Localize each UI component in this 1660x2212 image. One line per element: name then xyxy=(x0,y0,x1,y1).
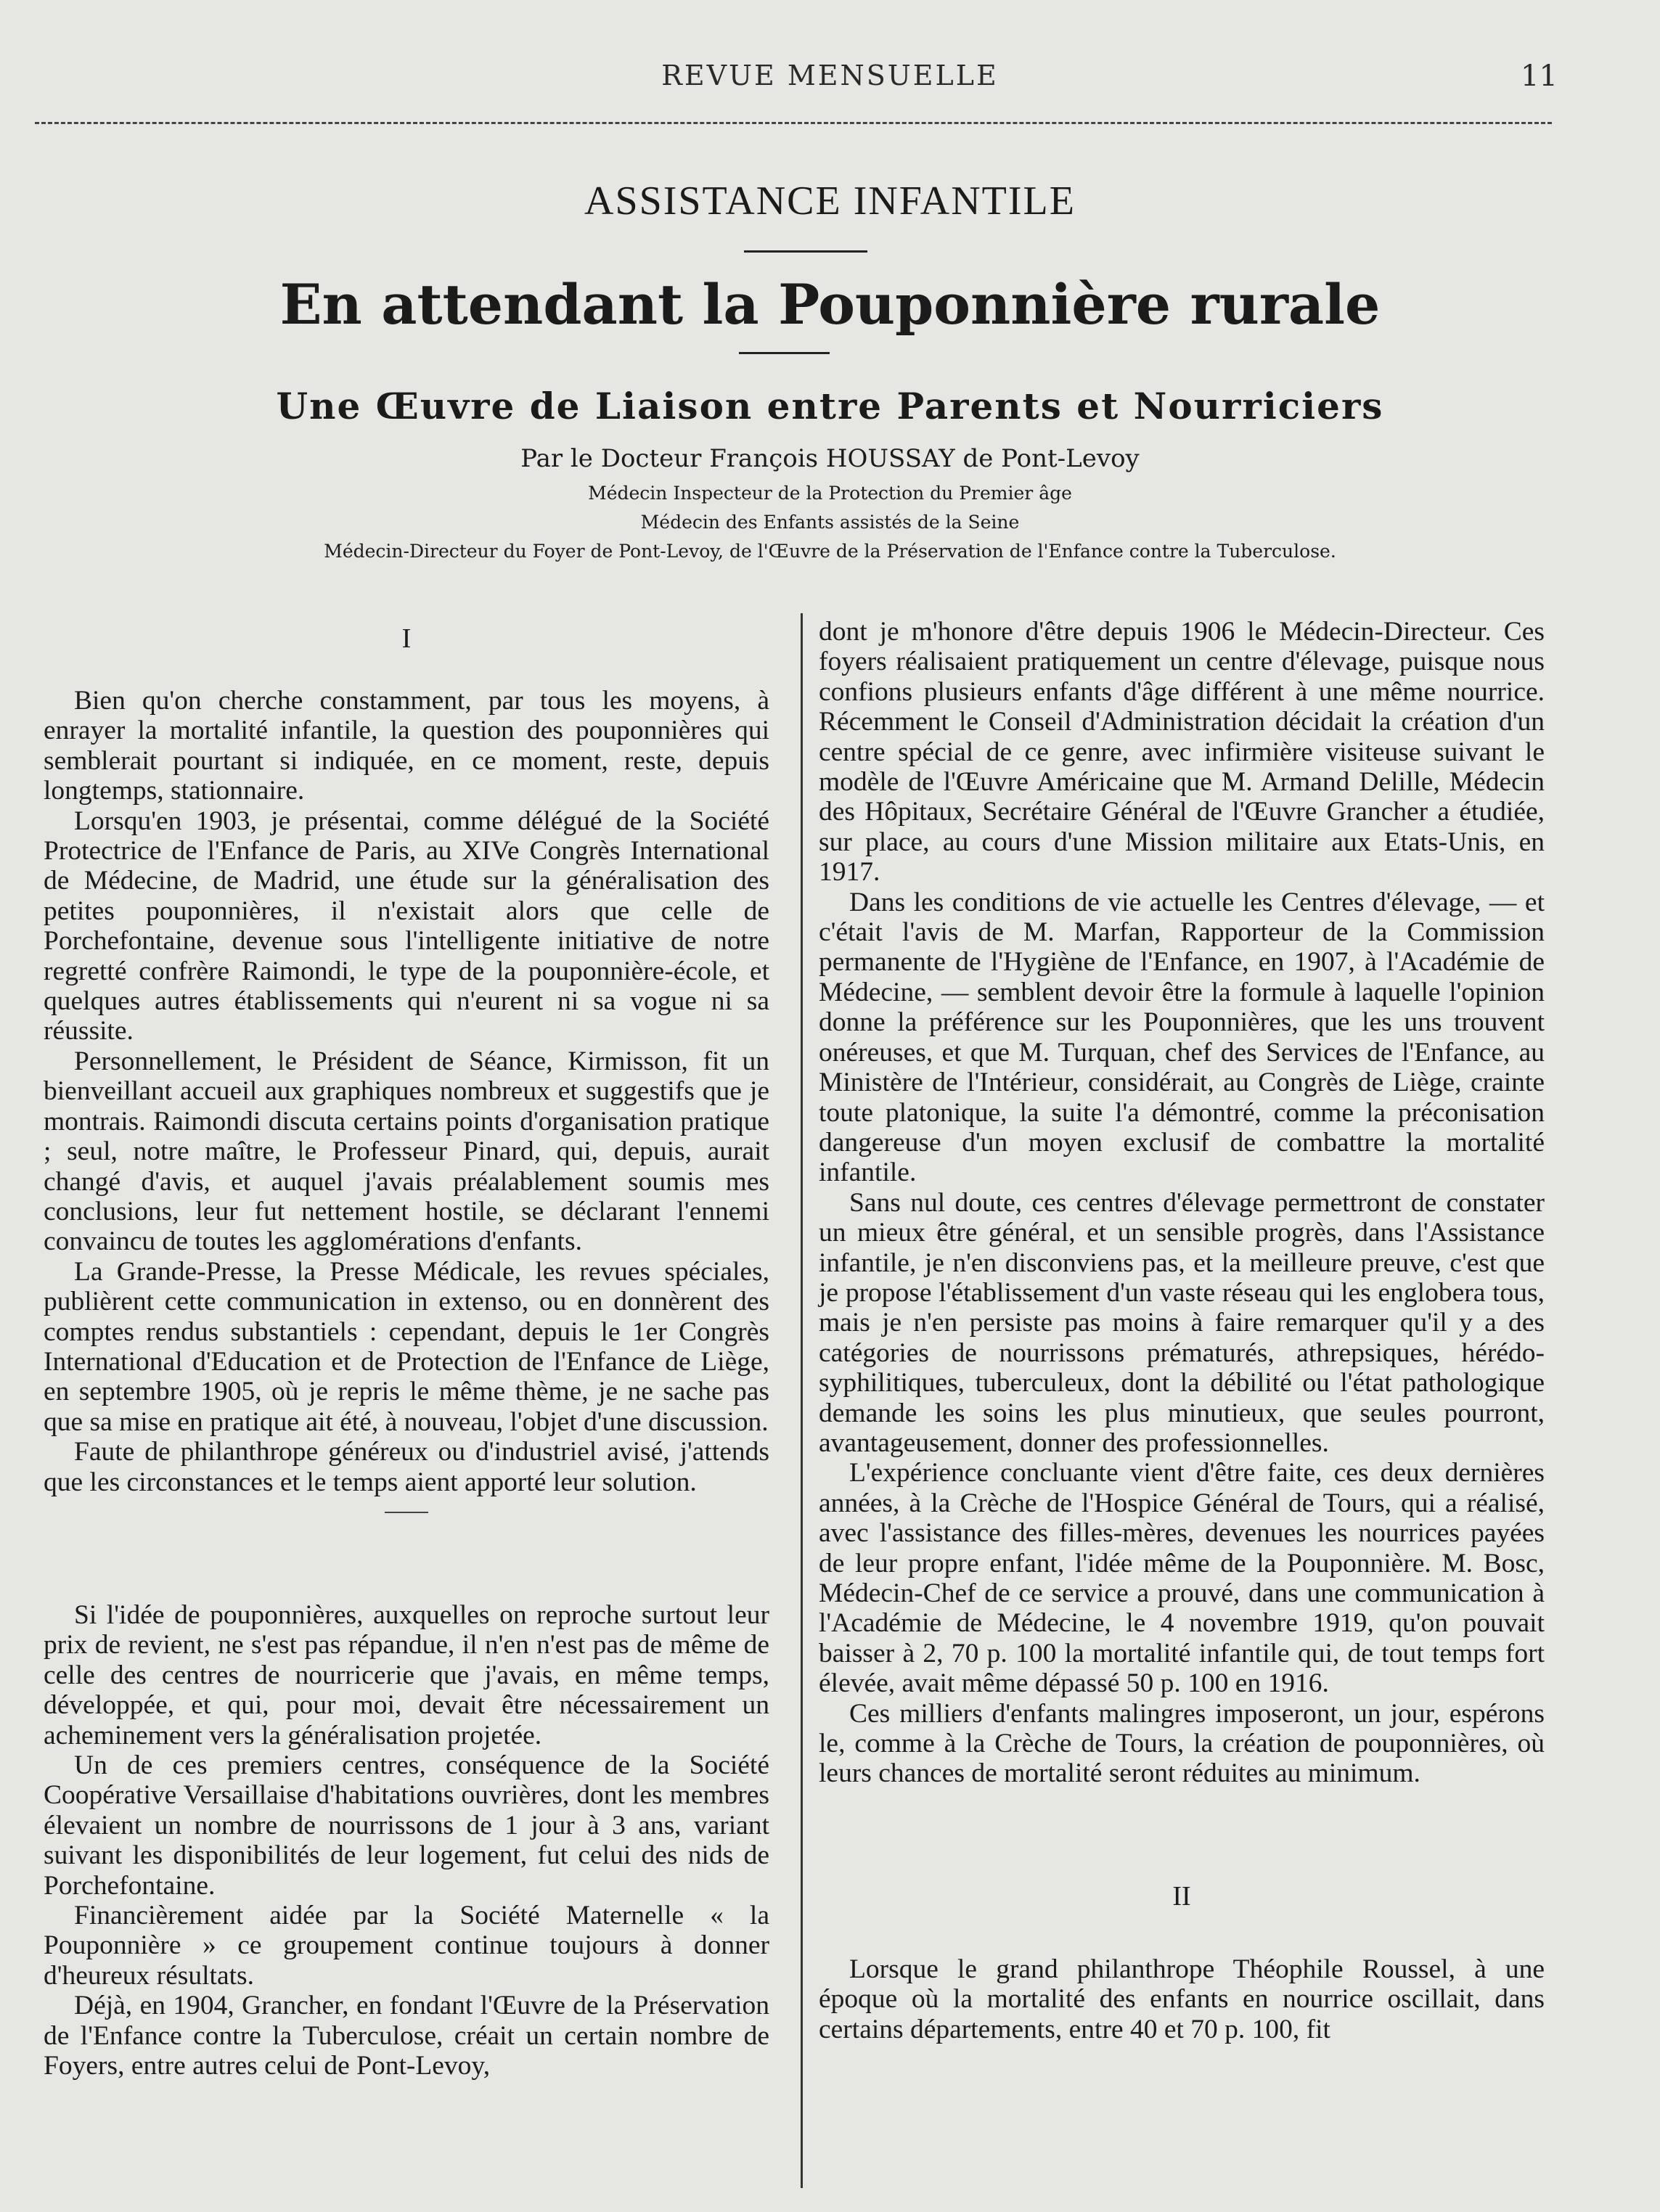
paragraph: Lorsque le grand philanthrope Théophile Roussel, à une époque où la mortalité des enfants en nourrice oscillait, dans certains départements, entre 40 et 70 p. 100, fit xyxy=(819,1954,1545,2044)
author-line: Par le Docteur François HOUSSAY de Pont-Levoy xyxy=(520,444,1140,473)
author-role: Médecin Inspecteur de la Protection du Premier âge xyxy=(588,483,1072,504)
paragraph: Financièrement aidée par la Société Maternelle « la Pouponnière » ce groupement continue toujours à donner d'heureux résultats. xyxy=(44,1901,769,1991)
page-number: 11 xyxy=(1521,60,1558,93)
author-role: Médecin des Enfants assistés de la Seine xyxy=(640,512,1020,533)
paragraph: Si l'idée de pouponnières, auxquelles on reproche surtout leur prix de revient, ne s'est pas répandue, il n'en n'est pas de même de celle des centres de nourricerie que j'avais, en même temps, développée, et qui, pour moi, devait être nécessairement un acheminement vers la généralisation projetée. xyxy=(44,1599,769,1750)
article-subtitle: Une Œuvre de Liaison entre Parents et Nourriciers xyxy=(276,385,1384,427)
paragraph: dont je m'honore d'être depuis 1906 le Médecin-Directeur. Ces foyers réalisaient pratiquement un centre d'élevage, puisque nous confions plusieurs enfants d'âge différent à une même nourrice. Récemment le Conseil d'Administration décidait la création d'un centre spécial de ce genre, avec infirmière visiteuse suivant le modèle de l'Œuvre Américaine que M. Armand Delille, Médecin des Hôpitaux, Secrétaire Général de l'Œuvre Grancher a étudiée, sur place, au cours d'une Mission militaire aux Etats-Unis, en 1917. xyxy=(819,617,1545,888)
part-numeral: I xyxy=(401,623,412,654)
paragraph: Sans nul doute, ces centres d'élevage permettront de constater un mieux être général, et un sensible progrès, dans l'Assistance infantile, je n'en disconviens pas, et la meilleure preuve, c'est que je propose l'établissement d'un vaste réseau qui les englobera tous, mais je n'en persiste pas moins à faire remarquer qu'il y a des catégories de nourrissons prématurés, athrepsiques, hérédo-syphilitiques, tuberculeux, dont la débilité ou l'état pathologique demande les soins les plus minutieux, que seules pourront, avantageusement, donner des professionnelles. xyxy=(819,1187,1545,1458)
paragraph: Lorsqu'en 1903, je présentai, comme délégué de la Société Protectrice de l'Enfance de Paris, au XIVe Congrès International de Médecine, de Madrid, une étude sur la généralisation des petites pouponnières, il n'existait alors que celle de Porchefontaine, devenue sous l'intelligente initiative de notre regretté confrère Raimondi, le type de la pouponnière-école, et quelques autres établissements qui n'eurent ni sa vogue ni sa réussite. xyxy=(44,806,769,1046)
header-rule xyxy=(35,122,1552,124)
right-column xyxy=(819,617,1545,2044)
left-column xyxy=(44,617,769,2081)
paragraph: Dans les conditions de vie actuelle les Centres d'élevage, — et c'était l'avis de M. Marfan, Rapporteur de la Commission permanente de l'Hygiène de l'Enfance, en 1907, à l'Académie de Médecine, — semblent devoir être la formule à laquelle l'opinion donne la préférence sur les Pouponnières, que les uns trouvent onéreuses, et que M. Turquan, chef des Services de l'Enfance, au Ministère de l'Intérieur, considérait, au Congrès de Liège, crainte toute platonique, la suite l'a démontré, comme la préconisation dangereuse d'un moyen exclusif de combattre la mortalité infantile. xyxy=(819,887,1545,1188)
paragraph: Déjà, en 1904, Grancher, en fondant l'Œuvre de la Préservation de l'Enfance contre la Tuberculose, créait un certain nombre de Foyers, entre autres celui de Pont-Levoy, xyxy=(44,1991,769,2081)
author-role: Médecin-Directeur du Foyer de Pont-Levoy, de l'Œuvre de la Préservation de l'Enfance contre la Tuberculose. xyxy=(324,541,1336,562)
paragraph: L'expérience concluante vient d'être faite, ces deux dernières années, à la Crèche de l'Hospice Général de Tours, qui a réalisé, avec l'assistance des filles-mères, devenues les nourrices payées de leur propre enfant, l'idée même de la Pouponnière. M. Bosc, Médecin-Chef de ce service a prouvé, dans une communication à l'Académie de Médecine, le 4 novembre 1919, qu'on pouvait baisser à 2, 70 p. 100 la mortalité infantile qui, de tout temps fort élevée, avait même dépassé 50 p. 100 en 1916. xyxy=(819,1458,1545,1699)
paragraph: Ces milliers d'enfants malingres imposeront, un jour, espérons le, comme à la Crèche de Tours, la création de pouponnières, où leurs chances de mortalité seront réduites au minimum. xyxy=(819,1698,1545,1789)
paragraph: La Grande-Presse, la Presse Médicale, les revues spéciales, publièrent cette communication in extenso, ou en donnèrent des comptes rendus substantiels : cependant, depuis le 1er Congrès International d'Education et de Protection de l'Enfance de Liège, en septembre 1905, où je repris le même thème, je ne sache pas que sa mise en pratique ait été, à nouveau, l'objet d'une discussion. xyxy=(44,1256,769,1437)
paragraph: Bien qu'on cherche constamment, par tous les moyens, à enrayer la mortalité infantile, la question des pouponnières qui semblerait pourtant si indiquée, en ce moment, reste, depuis longtemps, stationnaire. xyxy=(44,686,769,806)
column-divider xyxy=(801,613,803,2188)
section-title: ASSISTANCE INFANTILE xyxy=(584,179,1076,224)
section-separator xyxy=(44,1512,769,1542)
running-head: REVUE MENSUELLE xyxy=(661,60,999,91)
paragraph: Un de ces premiers centres, conséquence de la Société Coopérative Versaillaise d'habitations ouvrières, dont les membres élevaient un nombre de nourrissons de 1 jour à 3 ans, variant suivant les disponibilités de leur logement, fut celui des nids de Porchefontaine. xyxy=(44,1750,769,1901)
paragraph: Personnellement, le Président de Séance, Kirmisson, fit un bienveillant accueil aux graphiques nombreux et suggestifs que je montrais. Raimondi discuta certains points d'organisation pratique ; seul, notre maître, le Professeur Pinard, qui, depuis, aurait changé d'avis, et auquel j'avais préalablement soumis mes conclusions, leur fut nettement hostile, se déclarant l'ennemi convaincu de toutes les agglomérations d'enfants. xyxy=(44,1046,769,1257)
subtitle-divider xyxy=(739,352,830,354)
article-title: En attendant la Pouponnière rurale xyxy=(279,272,1381,337)
part-numeral: II xyxy=(1172,1880,1191,1912)
paragraph: Faute de philanthrope généreux ou d'industriel avisé, j'attends que les circonstances et le temps aient apporté leur solution. xyxy=(44,1437,769,1497)
title-divider xyxy=(744,250,867,253)
